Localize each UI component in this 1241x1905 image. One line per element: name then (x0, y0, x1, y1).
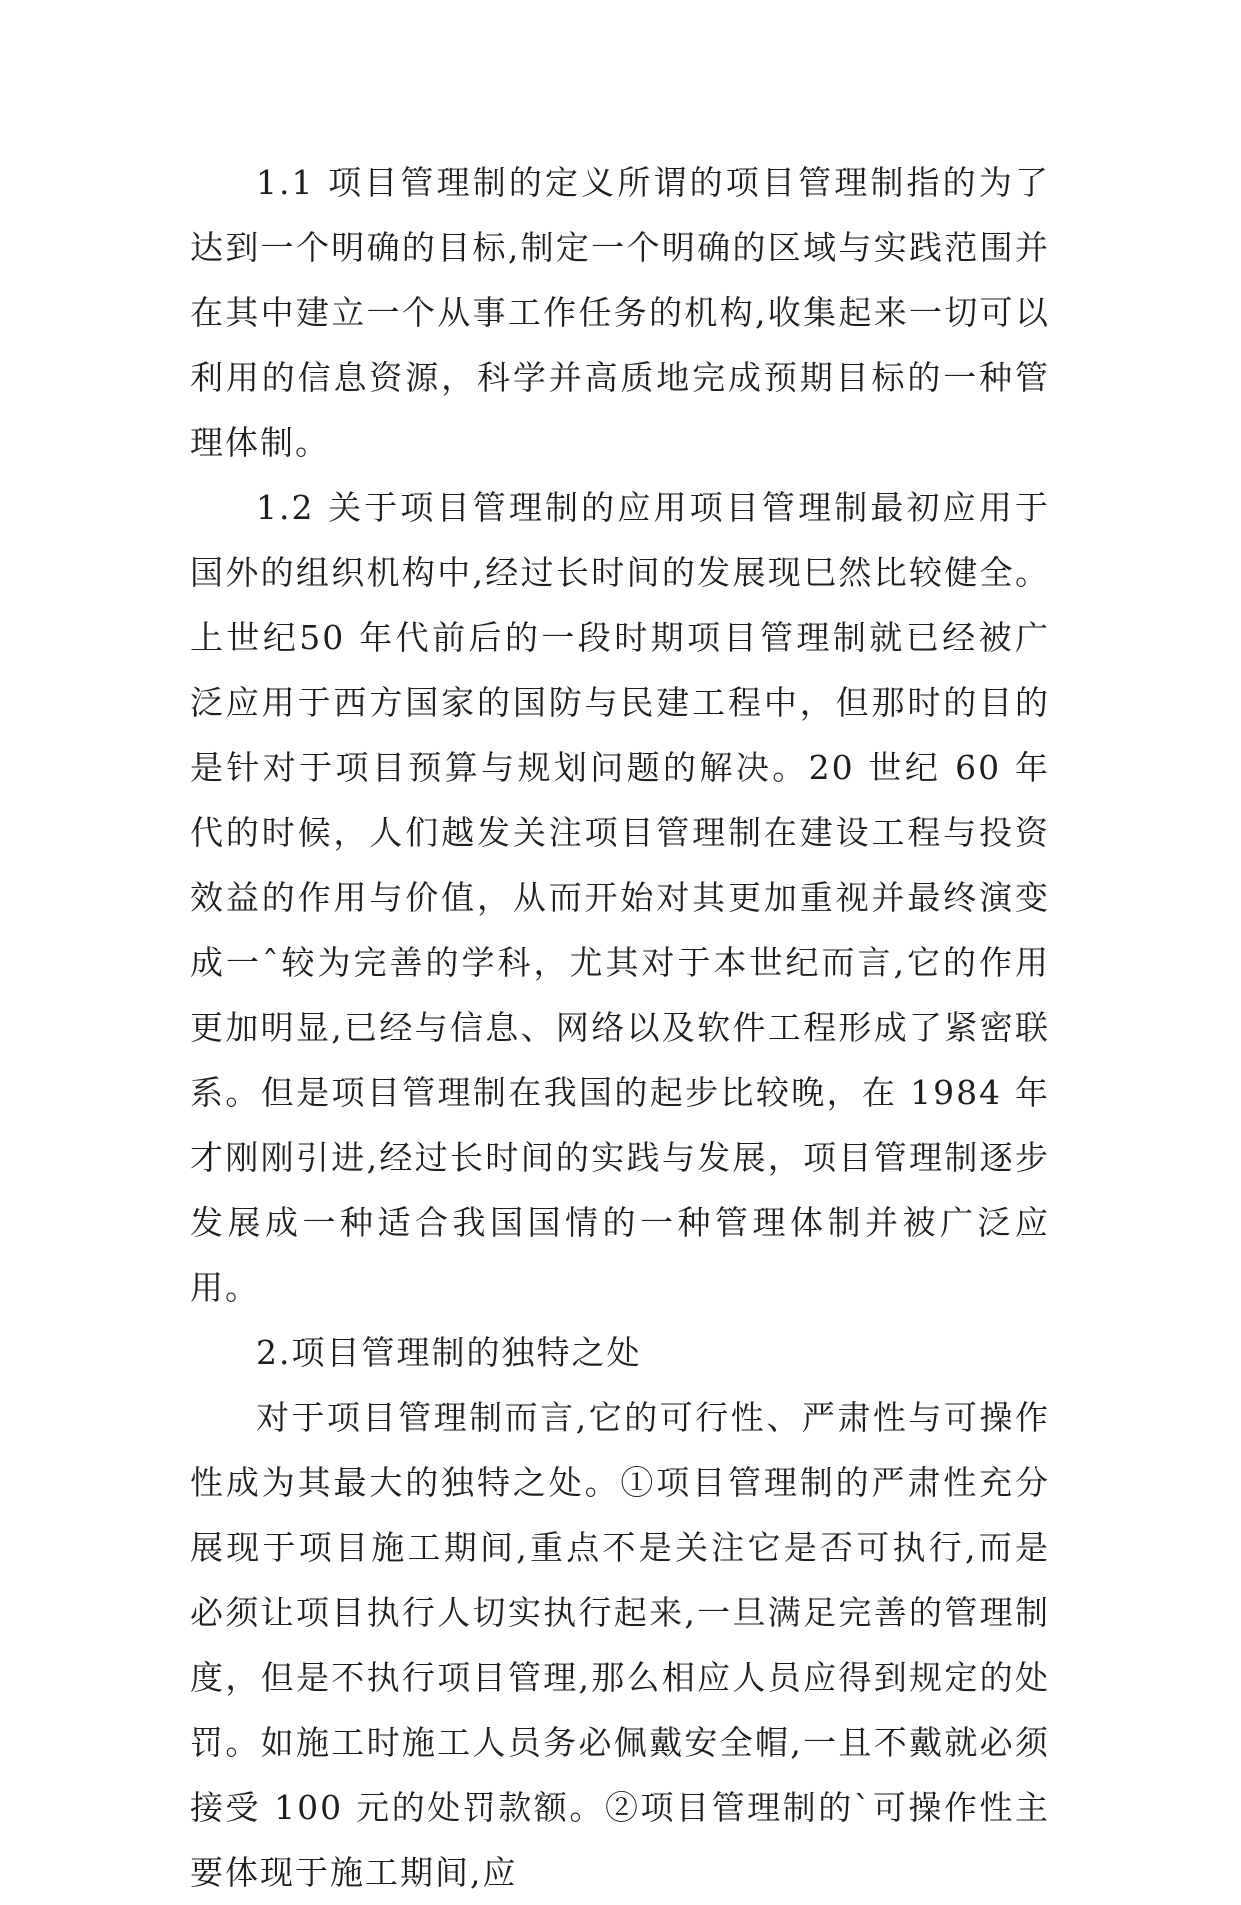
document-body (190, 150, 1050, 1905)
paragraph-application: 1.2 关于项目管理制的应用项目管理制最初应用于国外的组织机构中,经过长时间的发展现巳然比较健全。上世纪50 年代前后的一段时期项目管理制就已经被广泛应用于西方国家的国防与民建工程中，但那时的目的是针对于项目预算与规划问题的解决。20 世纪 60 年代的时候，人们越发关注项目管理制在建设工程与投资效益的作用与价值，从而开始对其更加重视并最终演变成一ˆ较为完善的学科，尤其对于本世纪而言,它的作用更加明显,已经与信息、网络以及软件工程形成了紧密联系。但是项目管理制在我国的起步比较晚，在 1984 年才刚刚引进,经过长时间的实践与发展，项目管理制逐步发展成一种适合我国国情的一种管理体制并被广泛应用。 (190, 488, 1050, 1307)
paragraph-uniqueness: 对于项目管理制而言,它的可行性、严肃性与可操作性成为其最大的独特之处。①项目管理制的严肃性充分展现于项目施工期间,重点不是关注它是否可执行,而是必须让项目执行人切实执行起来,一旦满足完善的管理制度，但是不执行项目管理,那么相应人员应得到规定的处罚。如施工时施工人员务必佩戴安全帽,一且不戴就必须接受 100 元的处罚款额。②项目管理制的`可操作性主要体现于施工期间,应 (190, 1398, 1050, 1892)
paragraph-definition: 1.1 项目管理制的定义所谓的项目管理制指的为了达到一个明确的目标,制定一个明确的区域与实践范围并在其中建立一个从事工作任务的机构,收集起来一切可以利用的信息资源，科学并高质地完成预期目标的一种管理体制。 (190, 163, 1050, 462)
section-heading: 2.项目管理制的独特之处 (256, 1333, 642, 1372)
